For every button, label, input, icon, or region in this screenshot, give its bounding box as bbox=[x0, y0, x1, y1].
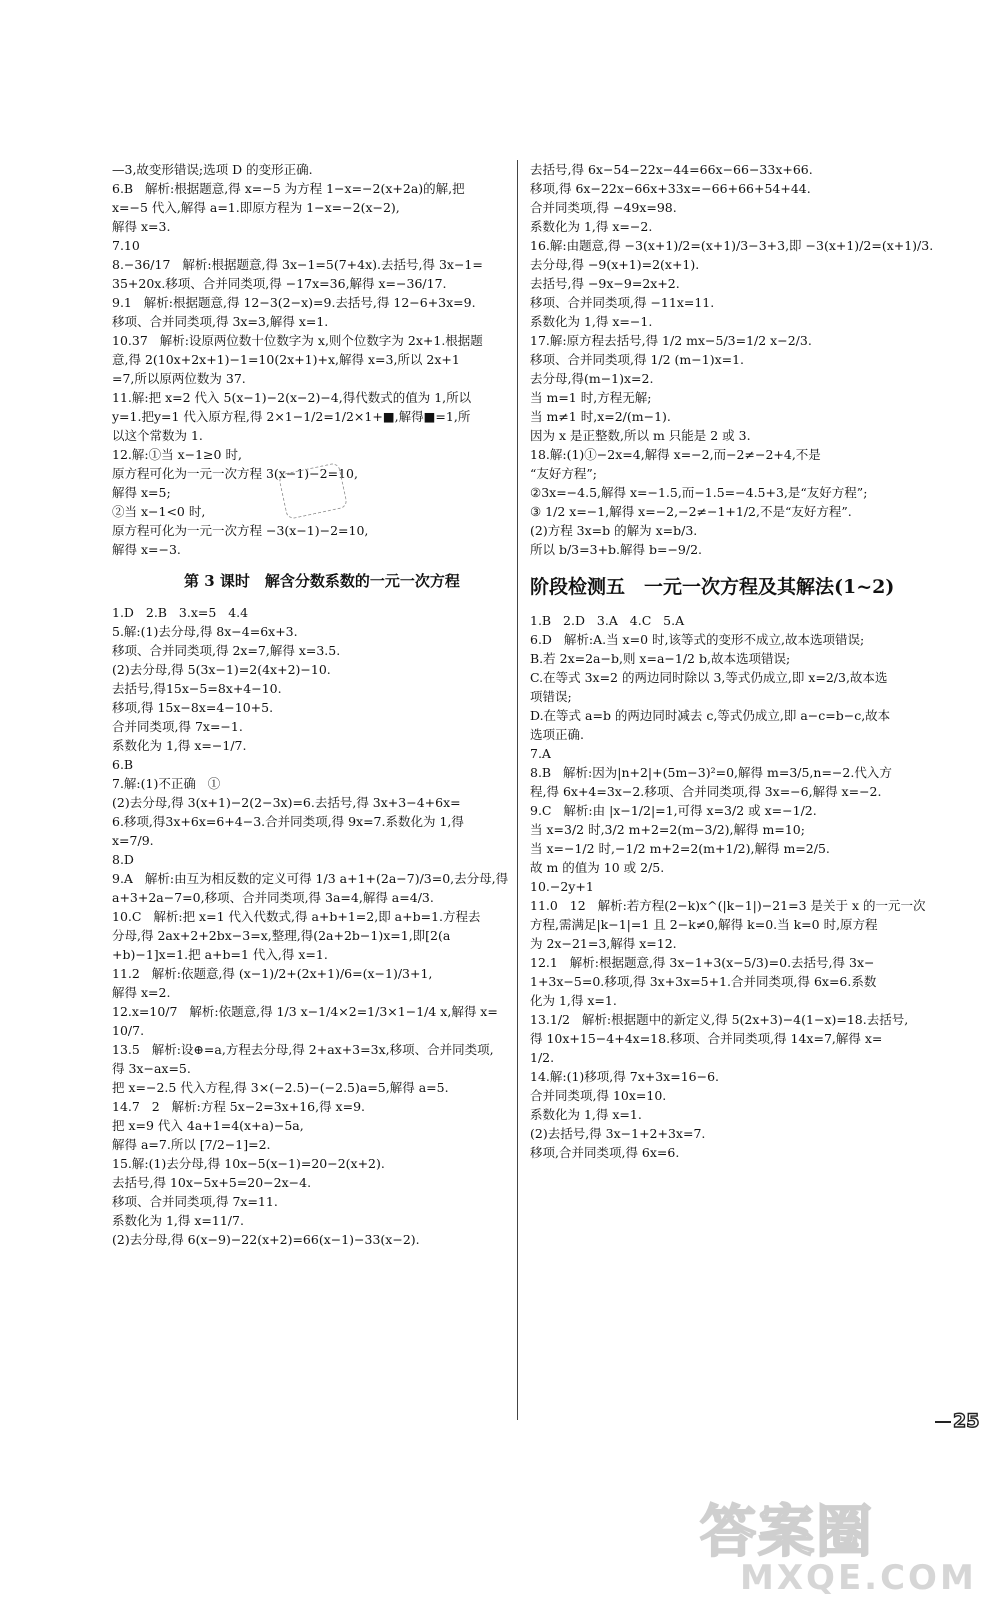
answer-line: 化为 1,得 x=1. bbox=[530, 993, 617, 1008]
answer-line: 9.C 解析:由 |x−1/2|=1,可得 x=3/2 或 x=−1/2. bbox=[530, 803, 817, 818]
answer-line: 意,得 2(10x+2x+1)−1=10(2x+1)+x,解得 x=3,所以 2x+1 bbox=[112, 352, 460, 367]
answer-line: 移项、合并同类项,得 7x=11. bbox=[112, 1194, 278, 1209]
right-answers-part-2 bbox=[530, 611, 950, 1162]
answer-line: 8.−36/17 解析:根据题意,得 3x−1=5(7+4x).去括号,得 3x−1= bbox=[112, 257, 483, 272]
answer-line: 移项、合并同类项,得 3x=3,解得 x=1. bbox=[112, 314, 329, 329]
answer-line: 移项、合并同类项,得 2x=7,解得 x=3.5. bbox=[112, 643, 341, 658]
answer-line: 6.D 解析:A.当 x=0 时,该等式的变形不成立,故本选项错误; bbox=[530, 632, 865, 647]
answer-line: (2)去括号,得 3x−1+2+3x=7. bbox=[530, 1126, 706, 1141]
answer-line: 把 x=−2.5 代入方程,得 3×(−2.5)−(−2.5)a=5,解得 a=5. bbox=[112, 1080, 449, 1095]
answer-line: D.在等式 a=b 的两边同时减去 c,等式仍成立,即 a−c=b−c,故本 bbox=[530, 708, 891, 723]
answer-line: 把 x=9 代入 4a+1=4(x+a)−5a, bbox=[112, 1118, 304, 1133]
section-title-stage-test-5: 阶段检测五 一元一次方程及其解法(1~2) bbox=[530, 576, 895, 598]
answer-line: 14.解:(1)移项,得 7x+3x=16−6. bbox=[530, 1069, 720, 1084]
answer-line: 10.37 解析:设原两位数十位数字为 x,则个位数字为 2x+1.根据题 bbox=[112, 333, 483, 348]
answer-line: 去括号,得 −9x−9=2x+2. bbox=[530, 276, 680, 291]
answer-line: 程,得 6x+4=3x−2.移项、合并同类项,得 3x=−6,解得 x=−2. bbox=[530, 784, 882, 799]
answer-line: (2)去分母,得 3(x+1)−2(2−3x)=6.去括号,得 3x+3−4+6x= bbox=[112, 795, 461, 810]
answer-line: 1+3x−5=0.移项,得 3x+3x=5+1.合并同类项,得 6x=6.系数 bbox=[530, 974, 877, 989]
answer-line: 去括号,得15x−5=8x+4−10. bbox=[112, 681, 282, 696]
answer-line: 解得 x=3. bbox=[112, 219, 171, 234]
section-title-lesson-3: 第 3 课时 解含分数系数的一元一次方程 bbox=[184, 572, 460, 590]
answer-line: 13.5 解析:设⊕=a,方程去分母,得 2+ax+3=3x,移项、合并同类项, bbox=[112, 1042, 494, 1057]
answer-line: ③ 1/2 x=−1,解得 x=−2,−2≠−1+1/2,不是“友好方程”. bbox=[530, 504, 852, 519]
answer-line: 因为 x 是正整数,所以 m 只能是 2 或 3. bbox=[530, 428, 751, 443]
answer-line: x=7/9. bbox=[112, 833, 154, 848]
answer-line: ②当 x−1<0 时, bbox=[112, 504, 206, 519]
right-column bbox=[530, 160, 950, 1162]
answer-line: 11.2 解析:依题意,得 (x−1)/2+(2x+1)/6=(x−1)/3+1, bbox=[112, 966, 433, 981]
answer-line: 17.解:原方程去括号,得 1/2 mx−5/3=1/2 x−2/3. bbox=[530, 333, 812, 348]
answer-line: 1.D 2.B 3.x=5 4.4 bbox=[112, 605, 249, 620]
answer-line: 项错误; bbox=[530, 689, 572, 704]
answer-line: x=−5 代入,解得 a=1.即原方程为 1−x=−2(x−2), bbox=[112, 200, 400, 215]
answer-line: 7.A bbox=[530, 746, 551, 761]
answer-line: 去括号,得 6x−54−22x−44=66x−66−33x+66. bbox=[530, 162, 813, 177]
answer-line: B.若 2x=2a−b,则 x=a−1/2 b,故本选项错误; bbox=[530, 651, 791, 666]
answer-line: 6.B 解析:根据题意,得 x=−5 为方程 1−x=−2(x+2a)的解,把 bbox=[112, 181, 465, 196]
page-number-dash bbox=[935, 1421, 951, 1423]
answer-line: 故 m 的值为 10 或 2/5. bbox=[530, 860, 665, 875]
answer-line: 11.解:把 x=2 代入 5(x−1)−2(x−2)−4,得代数式的值为 1,所以 bbox=[112, 390, 472, 405]
answer-line: 7.10 bbox=[112, 238, 140, 253]
answer-line: ②3x=−4.5,解得 x=−1.5,而−1.5=−4.5+3,是“友好方程”; bbox=[530, 485, 868, 500]
answer-line: 解得 x=5; bbox=[112, 485, 171, 500]
answer-line: 8.B 解析:因为|n+2|+(5m−3)²=0,解得 m=3/5,n=−2.代入方 bbox=[530, 765, 892, 780]
answer-line: 移项,合并同类项,得 6x=6. bbox=[530, 1145, 680, 1160]
answer-line: 移项,得 6x−22x−66x+33x=−66+66+54+44. bbox=[530, 181, 811, 196]
answer-line: 去分母,得(m−1)x=2. bbox=[530, 371, 654, 386]
answer-line: 分母,得 2ax+2+2bx−3=x,整理,得(2a+2b−1)x=1,即[2(a bbox=[112, 928, 451, 943]
answer-line: (2)方程 3x=b 的解为 x=b/3. bbox=[530, 523, 698, 538]
answer-line: 6.移项,得3x+6x=6+4−3.合并同类项,得 9x=7.系数化为 1,得 bbox=[112, 814, 464, 829]
answer-line: 10.C 解析:把 x=1 代入代数式,得 a+b+1=2,即 a+b=1.方程去 bbox=[112, 909, 481, 924]
answer-line: “友好方程”; bbox=[530, 466, 597, 481]
answer-line: 11.0 12 解析:若方程(2−k)x^(|k−1|)−21=3 是关于 x 的一元一次 bbox=[530, 898, 926, 913]
answer-line: 解得 a=7.所以 [7/2−1]=2. bbox=[112, 1137, 271, 1152]
answer-line: 当 x=3/2 时,3/2 m+2=2(m−3/2),解得 m=10; bbox=[530, 822, 805, 837]
answer-line: 选项正确. bbox=[530, 727, 584, 742]
answer-line: 移项、合并同类项,得 −11x=11. bbox=[530, 295, 715, 310]
answer-line: 原方程可化为一元一次方程 3(x−1)−2=10, bbox=[112, 466, 358, 481]
answer-line: (2)去分母,得 6(x−9)−22(x+2)=66(x−1)−33(x−2). bbox=[112, 1232, 420, 1247]
answer-line: 当 m≠1 时,x=2/(m−1). bbox=[530, 409, 671, 424]
answer-line: 10.−2y+1 bbox=[530, 879, 594, 894]
watermark-main-text: 答案圈 bbox=[700, 1500, 874, 1565]
page-number bbox=[935, 1410, 980, 1436]
answer-line: C.在等式 3x=2 的两边同时除以 3,等式仍成立,即 x=2/3,故本选 bbox=[530, 670, 888, 685]
answer-line: 系数化为 1,得 x=−1/7. bbox=[112, 738, 247, 753]
answer-line: 7.解:(1)不正确 ① bbox=[112, 776, 221, 791]
answer-line: 得 3x−ax=5. bbox=[112, 1061, 191, 1076]
left-answers-part-2 bbox=[112, 603, 532, 1249]
answer-line: 去分母,得 −9(x+1)=2(x+1). bbox=[530, 257, 700, 272]
answer-line: 合并同类项,得 −49x=98. bbox=[530, 200, 677, 215]
answer-line: a+3+2a−7=0,移项、合并同类项,得 3a=4,解得 a=4/3. bbox=[112, 890, 434, 905]
watermark-logo bbox=[700, 1488, 977, 1598]
answer-line: 得 10x+15−4+4x=18.移项、合并同类项,得 14x=7,解得 x= bbox=[530, 1031, 883, 1046]
page-number-label: 25 bbox=[953, 1410, 980, 1432]
right-answers-part-1 bbox=[530, 160, 950, 559]
answer-line: 10/7. bbox=[112, 1023, 145, 1038]
answer-line: 14.7 2 解析:方程 5x−2=3x+16,得 x=9. bbox=[112, 1099, 365, 1114]
answer-line: 16.解:由题意,得 −3(x+1)/2=(x+1)/3−3+3,即 −3(x+1)/2=(x+1)/3. bbox=[530, 238, 934, 253]
column-divider bbox=[517, 160, 518, 1420]
left-column bbox=[112, 160, 532, 1249]
answer-line: 12.1 解析:根据题意,得 3x−1+3(x−5/3)=0.去括号,得 3x− bbox=[530, 955, 875, 970]
answer-line: y=1.把y=1 代入原方程,得 2×1−1/2=1/2×1+■,解得■=1,所 bbox=[112, 409, 471, 424]
answer-line: 系数化为 1,得 x=−2. bbox=[530, 219, 653, 234]
answer-line: 6.B bbox=[112, 757, 134, 772]
answer-line: 8.D bbox=[112, 852, 134, 867]
answer-line: 解得 x=2. bbox=[112, 985, 171, 1000]
answer-line: 12.解:①当 x−1≥0 时, bbox=[112, 447, 242, 462]
answer-line: 9.A 解析:由互为相反数的定义可得 1/3 a+1+(2a−7)/3=0,去分母,得 bbox=[112, 871, 509, 886]
answer-line: 系数化为 1,得 x=1. bbox=[530, 1107, 642, 1122]
answer-line: 移项,得 15x−8x=4−10+5. bbox=[112, 700, 274, 715]
answer-line: —3,故变形错误;选项 D 的变形正确. bbox=[112, 162, 313, 177]
answer-line: 当 x=−1/2 时,−1/2 m+2=2(m+1/2),解得 m=2/5. bbox=[530, 841, 830, 856]
answer-line: +b)−1]x=1.把 a+b=1 代入,得 x=1. bbox=[112, 947, 328, 962]
watermark-sub-text: MXQE.COM bbox=[740, 1558, 977, 1598]
answer-line: 1.B 2.D 3.A 4.C 5.A bbox=[530, 613, 685, 628]
answer-line: (2)去分母,得 5(3x−1)=2(4x+2)−10. bbox=[112, 662, 331, 677]
answer-line: 移项、合并同类项,得 1/2 (m−1)x=1. bbox=[530, 352, 745, 367]
answer-line: 18.解:(1)①−2x=4,解得 x=−2,而−2≠−2+4,不是 bbox=[530, 447, 821, 462]
answer-line: 为 2x−21=3,解得 x=12. bbox=[530, 936, 677, 951]
answer-line: 合并同类项,得 10x=10. bbox=[530, 1088, 667, 1103]
answer-line: 1/2. bbox=[530, 1050, 555, 1065]
answer-line: 原方程可化为一元一次方程 −3(x−1)−2=10, bbox=[112, 523, 369, 538]
answer-line: 合并同类项,得 7x=−1. bbox=[112, 719, 243, 734]
answer-line: 15.解:(1)去分母,得 10x−5(x−1)=20−2(x+2). bbox=[112, 1156, 385, 1171]
answer-line: 解得 x=−3. bbox=[112, 542, 181, 557]
answer-line: 13.1/2 解析:根据题中的新定义,得 5(2x+3)−4(1−x)=18.去括号, bbox=[530, 1012, 909, 1027]
answer-line: 方程,需满足|k−1|=1 且 2−k≠0,解得 k=0.当 k=0 时,原方程 bbox=[530, 917, 878, 932]
answer-line: 12.x=10/7 解析:依题意,得 1/3 x−1/4×2=1/3×1−1/4 x,解得 x= bbox=[112, 1004, 498, 1019]
answer-line: 系数化为 1,得 x=11/7. bbox=[112, 1213, 244, 1228]
answer-line: =7,所以原两位数为 37. bbox=[112, 371, 246, 386]
answer-line: 35+20x.移项、合并同类项,得 −17x=36,解得 x=−36/17. bbox=[112, 276, 447, 291]
answer-line: 5.解:(1)去分母,得 8x−4=6x+3. bbox=[112, 624, 298, 639]
answer-line: 去括号,得 10x−5x+5=20−2x−4. bbox=[112, 1175, 312, 1190]
answer-line: 以这个常数为 1. bbox=[112, 428, 203, 443]
answer-line: 系数化为 1,得 x=−1. bbox=[530, 314, 653, 329]
answer-line: 9.1 解析:根据题意,得 12−3(2−x)=9.去括号,得 12−6+3x=9. bbox=[112, 295, 476, 310]
answer-line: 当 m=1 时,方程无解; bbox=[530, 390, 652, 405]
answer-line: 所以 b/3=3+b.解得 b=−9/2. bbox=[530, 542, 703, 557]
